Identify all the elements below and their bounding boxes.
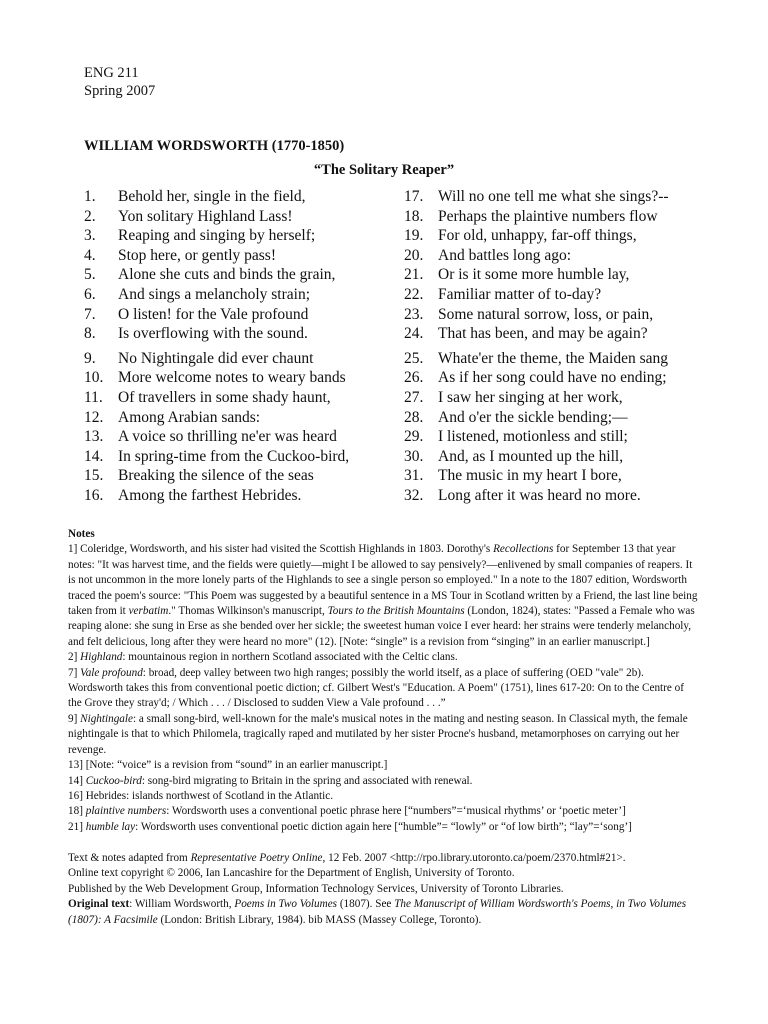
course-term: Spring 2007 bbox=[84, 83, 156, 99]
line-text: Reaping and singing by herself; bbox=[118, 227, 316, 245]
line-text: I saw her singing at her work, bbox=[438, 388, 623, 406]
poem-line bbox=[404, 388, 734, 408]
poem-line bbox=[84, 207, 384, 227]
note-18: 18] plaintive numbers: Wordsworth uses a conventional poetic phrase here [“numbers”=‘musical rhythms’ or ‘poetic meter’] bbox=[68, 805, 626, 818]
poem-line bbox=[404, 408, 734, 428]
line-number: 29. bbox=[404, 428, 424, 446]
line-number: 12. bbox=[84, 408, 104, 426]
poem-line bbox=[404, 368, 734, 388]
poem-line bbox=[84, 486, 384, 506]
line-text: Yon solitary Highland Lass! bbox=[118, 207, 293, 225]
poem-line bbox=[84, 246, 384, 266]
poem-line bbox=[404, 265, 734, 285]
line-text: Some natural sorrow, loss, or pain, bbox=[438, 305, 654, 323]
line-text: And, as I mounted up the hill, bbox=[438, 447, 624, 465]
line-text: Among the farthest Hebrides. bbox=[118, 486, 302, 504]
line-number: 15. bbox=[84, 467, 104, 485]
line-text: More welcome notes to weary bands bbox=[118, 369, 346, 387]
poem-line bbox=[84, 187, 384, 207]
poem-line bbox=[404, 285, 734, 305]
line-number: 31. bbox=[404, 467, 424, 485]
poem-line bbox=[84, 285, 384, 305]
line-text: Will no one tell me what she sings?-- bbox=[438, 188, 669, 205]
poem-line bbox=[404, 427, 734, 447]
line-number: 24. bbox=[404, 325, 424, 343]
poem-line bbox=[404, 226, 734, 246]
line-number: 5. bbox=[84, 266, 96, 284]
line-number: 19. bbox=[404, 227, 424, 245]
line-text: And o'er the sickle bending;— bbox=[438, 408, 628, 426]
poem-line bbox=[84, 226, 384, 246]
line-text: Of travellers in some shady haunt, bbox=[118, 388, 331, 406]
note-14: 14] Cuckoo-bird: song-bird migrating to Britain in the spring and associated with renewal. bbox=[68, 774, 473, 787]
line-number: 3. bbox=[84, 227, 96, 245]
line-text: I listened, motionless and still; bbox=[438, 428, 628, 446]
poem-line bbox=[84, 447, 384, 467]
line-text: Whate'er the theme, the Maiden sang bbox=[438, 349, 669, 367]
line-text: A voice so thrilling ne'er was heard bbox=[118, 428, 337, 446]
line-number: 2. bbox=[84, 207, 96, 225]
poem-line bbox=[84, 349, 384, 369]
line-text: Breaking the silence of the seas bbox=[118, 467, 314, 485]
line-number: 30. bbox=[404, 447, 424, 465]
line-number: 7. bbox=[84, 305, 96, 323]
note-2: 2] Highland: mountainous region in northern Scotland associated with the Celtic clans. bbox=[68, 651, 458, 664]
line-number: 32. bbox=[404, 486, 424, 504]
poem-line bbox=[404, 246, 734, 266]
credit-source: Text & notes adapted from Representative Poetry Online, 12 Feb. 2007 <http://rpo.library.utoronto.ca/poem/2370.html#21>. bbox=[68, 852, 626, 864]
poem-line bbox=[404, 486, 734, 506]
line-text: No Nightingale did ever chaunt bbox=[118, 349, 314, 367]
line-text: Or is it some more humble lay, bbox=[438, 266, 630, 284]
line-number: 14. bbox=[84, 447, 104, 465]
note-9: 9] Nightingale: a small song-bird, well-known for the male's musical notes in the mating and nesting season. In Classical myth, the female nightingale is that to which Philomela, tragically raped and mutilated by her sister Procne's husband, metamorphoses on carrying out her revenge. bbox=[68, 712, 688, 756]
poem-column-right bbox=[404, 187, 734, 506]
line-number: 6. bbox=[84, 285, 96, 303]
poem-line bbox=[84, 265, 384, 285]
line-text: Among Arabian sands: bbox=[118, 408, 261, 426]
poem-line bbox=[404, 447, 734, 467]
credit-original-text: Original text: William Wordsworth, Poems in Two Volumes (1807). See The Manuscript of William Wordsworth's Poems, in Two Volumes (1807): A Facsimile (London: British Library, 1984). bib MASS (Massey College, Toronto). bbox=[68, 898, 687, 926]
poem-line bbox=[404, 187, 734, 207]
line-number: 1. bbox=[84, 188, 96, 205]
credit-publisher: Published by the Web Development Group, Information Technology Services, University of Toronto Libraries. bbox=[68, 882, 564, 895]
line-text: And sings a melancholy strain; bbox=[118, 285, 310, 303]
poem-line bbox=[84, 388, 384, 408]
line-number: 23. bbox=[404, 305, 424, 323]
line-number: 10. bbox=[84, 369, 104, 387]
line-text: Perhaps the plaintive numbers flow bbox=[438, 207, 658, 225]
note-16: 16] Hebrides: islands northwest of Scotland in the Atlantic. bbox=[68, 789, 334, 802]
note-13: 13] [Note: “voice” is a revision from “sound” in an earlier manuscript.] bbox=[68, 759, 388, 772]
note-21: 21] humble lay: Wordsworth uses conventional poetic diction again here [“humble”= “lowly” or “of low birth”; “lay”=‘song’] bbox=[68, 820, 632, 833]
poem-column-left bbox=[84, 187, 384, 506]
line-number: 16. bbox=[84, 486, 104, 504]
line-text: The music in my heart I bore, bbox=[438, 467, 622, 485]
poem-line bbox=[84, 305, 384, 325]
poem-line bbox=[404, 207, 734, 227]
line-text: Familiar matter of to-day? bbox=[438, 285, 602, 303]
poem-line bbox=[404, 466, 734, 486]
line-number: 28. bbox=[404, 408, 424, 426]
line-number: 8. bbox=[84, 325, 96, 343]
credits-section bbox=[68, 851, 708, 928]
line-text: As if her song could have no ending; bbox=[438, 369, 667, 387]
poem-line bbox=[84, 324, 384, 344]
line-number: 13. bbox=[84, 428, 104, 446]
line-text: And battles long ago: bbox=[438, 246, 572, 264]
note-7: 7] Vale profound: broad, deep valley between two high ranges; possibly the world itself, as a place of suffering (OED "vale" 2b). Wordsworth takes this from conventional poetic diction; cf. Gilbert West's "Education. A Poem" (1751), lines 617-20: On to the Centre of the Grove they stray'd; / Which . . . / Disclosed to sudden View a Vale profound . . .” bbox=[68, 666, 684, 710]
line-text: Behold her, single in the field, bbox=[118, 188, 306, 205]
line-text: In spring-time from the Cuckoo-bird, bbox=[118, 447, 350, 465]
line-text: For old, unhappy, far-off things, bbox=[438, 227, 637, 245]
line-number: 22. bbox=[404, 285, 424, 303]
note-1: 1] Coleridge, Wordsworth, and his sister had visited the Scottish Highlands in 1803. Dorothy's Recollections for September 13 that year notes: "It was harvest time, and the fields were quietly—might I be allowed to say pensively?—enlivened by small companies of reapers. It is not uncommon in the more lonely parts of the Highlands to see a single person so employed." In a note to the 1807 edition, Wordsworth traced the poem's source: "This Poem was suggested by a beautiful sentence in a MS Tour in Scotland written by a Friend, the last line being taken from it verbatim." Thomas Wilkinson's manuscript, Tours to the British Mountains (London, 1824), states: "Passed a Female who was reaping alone: she sung in Erse as she bended over her sickle; the sweetest human voice I ever heard: her strains were tenderly melancholy, and felt delicious, long after they were heard no more" (12). [Note: “single” is a revision from “singing” in an earlier manuscript.] bbox=[68, 543, 698, 648]
notes-section bbox=[68, 527, 698, 835]
course-code: ENG 211 bbox=[84, 65, 139, 81]
line-text: O listen! for the Vale profound bbox=[118, 305, 309, 323]
poem-line bbox=[84, 408, 384, 428]
line-number: 9. bbox=[84, 349, 96, 367]
line-text: Stop here, or gently pass! bbox=[118, 246, 276, 264]
poem-line bbox=[84, 427, 384, 447]
line-text: Alone she cuts and binds the grain, bbox=[118, 266, 336, 284]
line-text: Is overflowing with the sound. bbox=[118, 325, 308, 343]
line-number: 21. bbox=[404, 266, 424, 284]
line-number: 20. bbox=[404, 246, 424, 264]
line-number: 26. bbox=[404, 369, 424, 387]
notes-heading: Notes bbox=[68, 528, 95, 540]
poem-line bbox=[404, 324, 734, 344]
line-number: 17. bbox=[404, 188, 424, 205]
line-number: 18. bbox=[404, 207, 424, 225]
credit-copyright: Online text copyright © 2006, Ian Lancashire for the Department of English, University of Toronto. bbox=[68, 867, 515, 880]
line-number: 27. bbox=[404, 388, 424, 406]
line-text: That has been, and may be again? bbox=[438, 325, 648, 343]
line-number: 25. bbox=[404, 349, 424, 367]
line-number: 11. bbox=[84, 388, 103, 406]
line-text: Long after it was heard no more. bbox=[438, 486, 641, 504]
poem-line bbox=[404, 305, 734, 325]
poem-line bbox=[404, 349, 734, 369]
poem-line bbox=[84, 368, 384, 388]
poem-title: “The Solitary Reaper” bbox=[313, 162, 455, 178]
poem-line bbox=[84, 466, 384, 486]
line-number: 4. bbox=[84, 246, 96, 264]
author-heading: WILLIAM WORDSWORTH (1770-1850) bbox=[84, 138, 345, 154]
